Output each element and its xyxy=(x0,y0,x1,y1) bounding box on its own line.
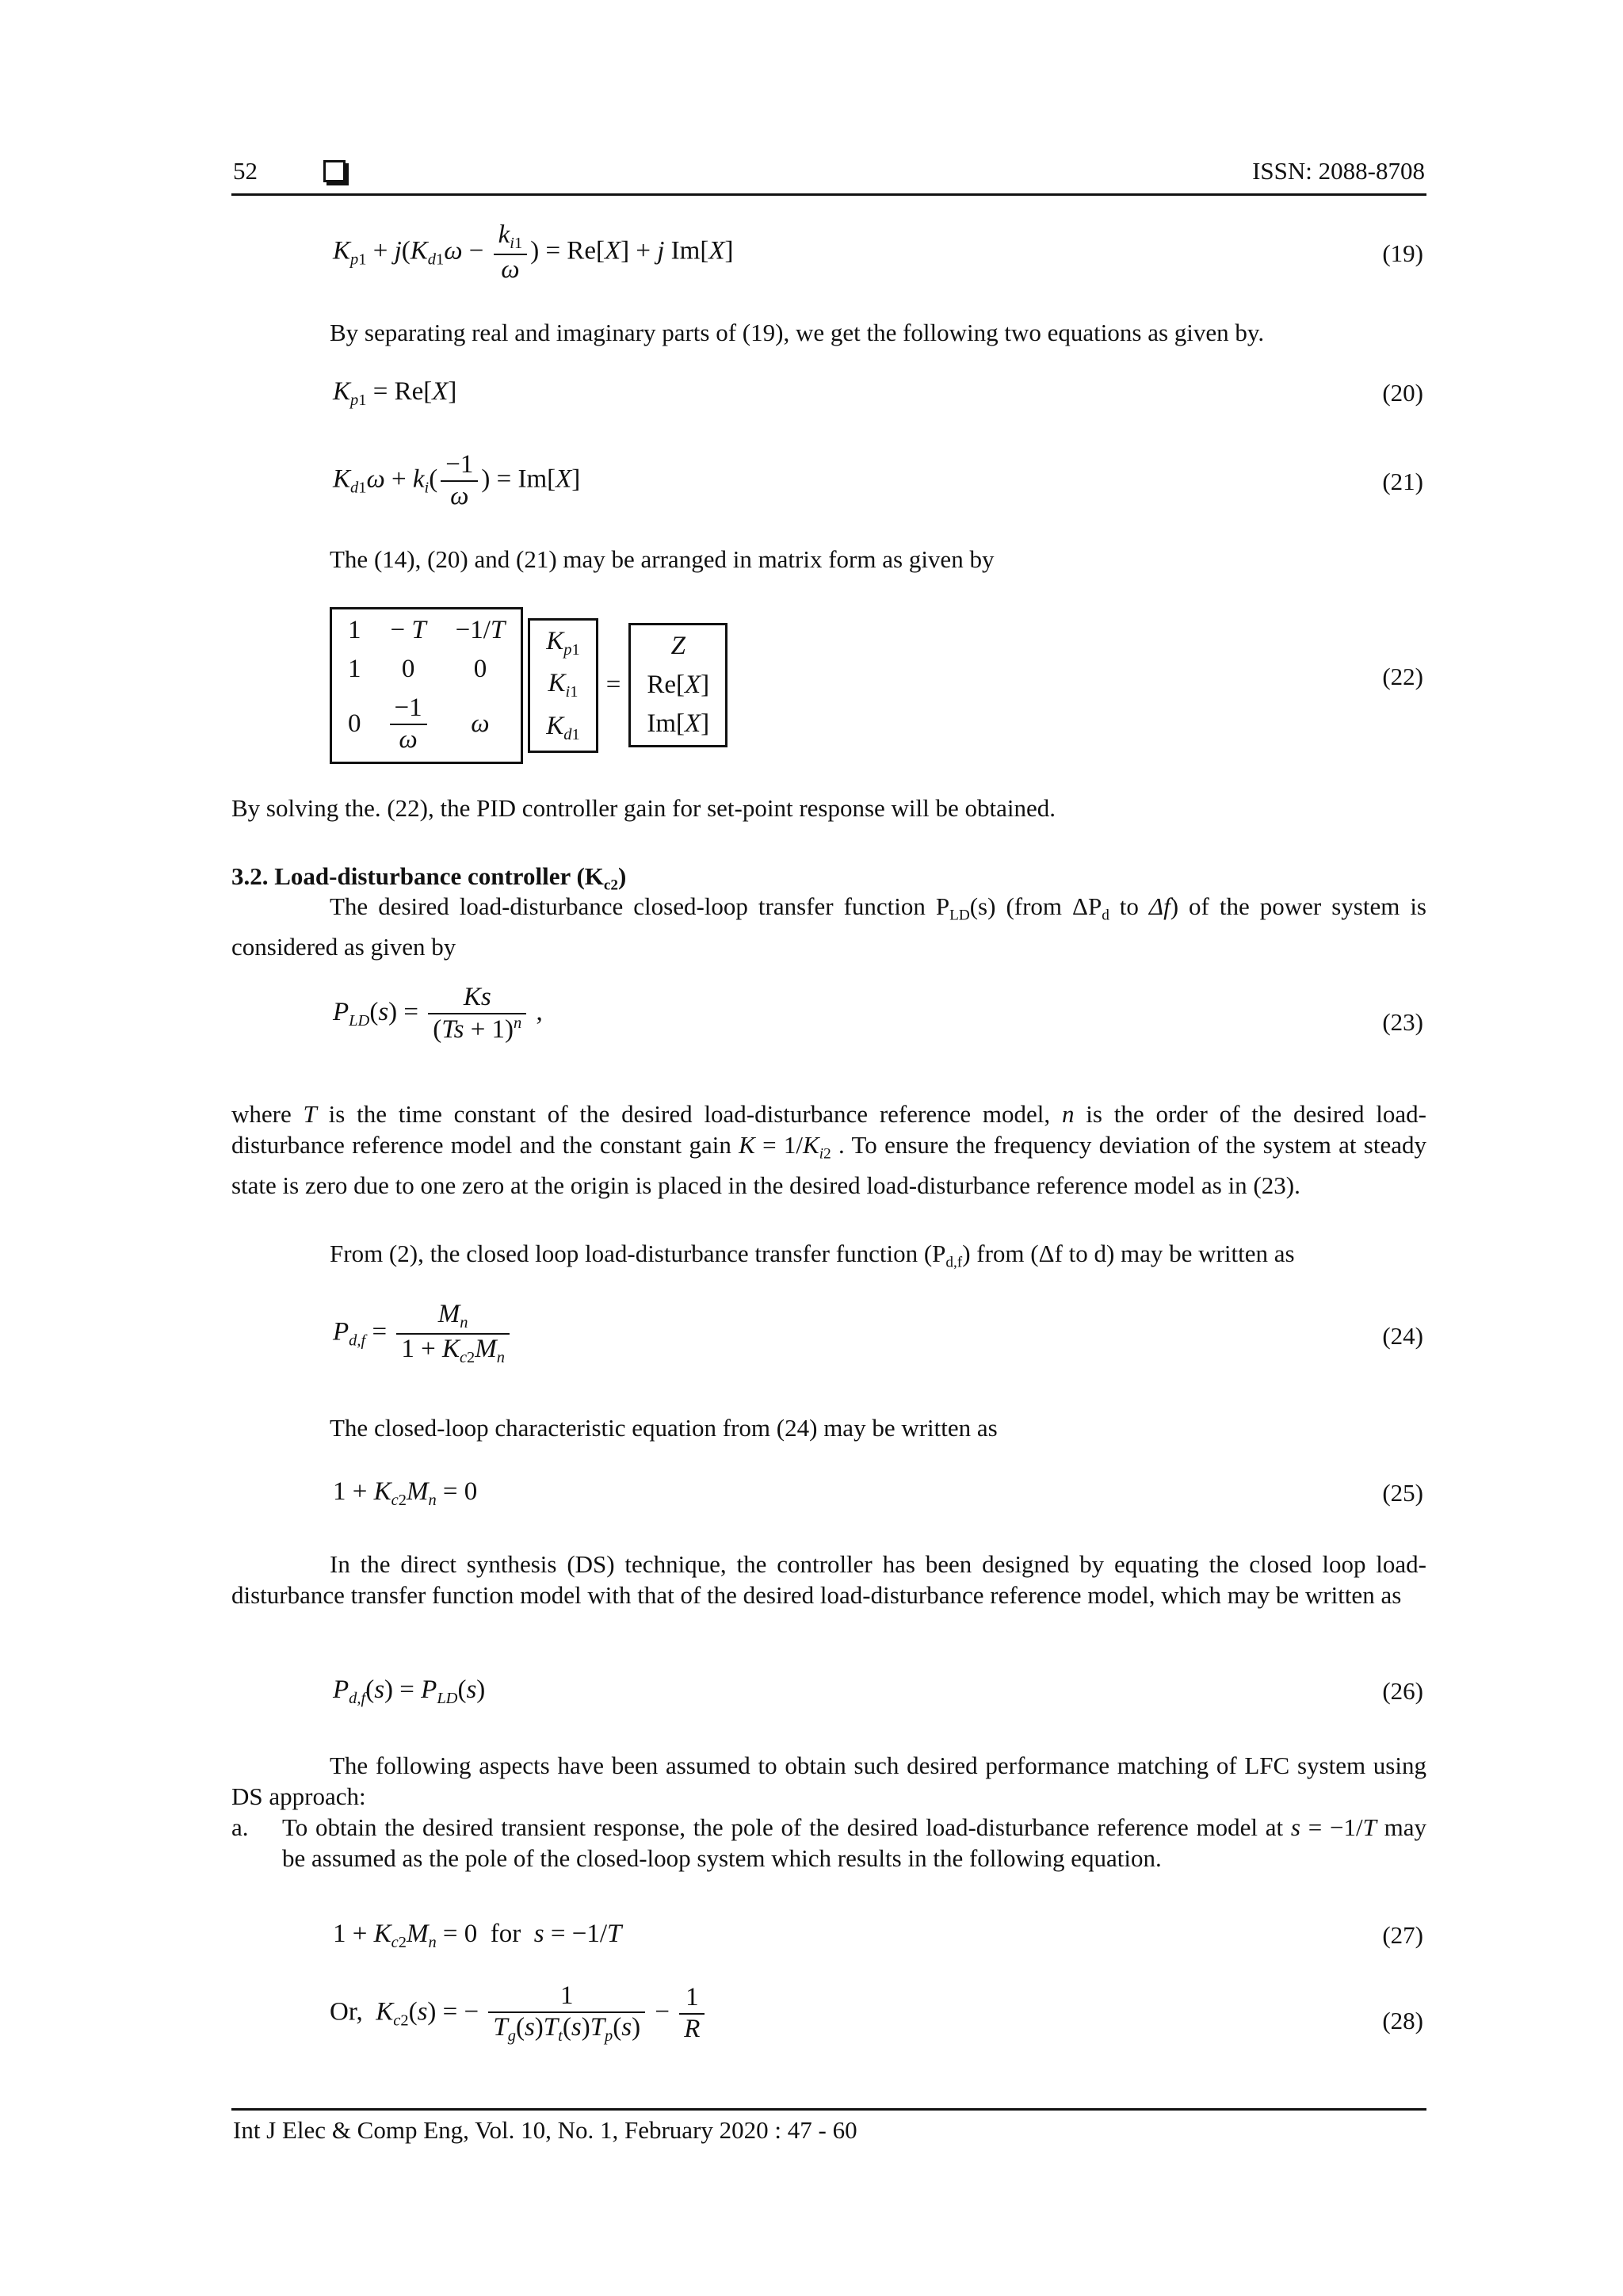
equation-number-19: (19) xyxy=(1382,239,1423,267)
equation-27: $1 + K_{c2}M_n = 0$ for s = −1/T xyxy=(333,1920,622,1952)
section-heading-text: 3.2. Load-disturbance controller (K xyxy=(231,862,604,890)
where-text-3: is the order of the desired load-disturbance reference model and the constant gain xyxy=(231,1100,1426,1159)
list-item-a xyxy=(282,1812,1426,1874)
desired-sub-1: LD xyxy=(949,907,970,924)
equation-28: Or, $K_{c2}(s)$ = − $\frac{1}{T_g(s)T_t(s)T_p(s)}$ − $\frac{1}{R}$ xyxy=(330,1981,708,2046)
or-label: Or, xyxy=(330,1997,363,2027)
desired-text-ital: Δf xyxy=(1148,892,1170,920)
from2-text-1: From (2), the closed loop load-disturbance transfer function (P xyxy=(330,1240,946,1267)
paragraph-aspects: The following aspects have been assumed to obtain such desired performance matching of LFC system using DS approach: xyxy=(231,1752,1426,1810)
equation-number-25: (25) xyxy=(1382,1479,1423,1507)
paragraph-where xyxy=(231,1098,1426,1201)
where-text-4: . To ensure the frequency deviation of the system at steady state is zero due to one zero at the origin is placed in the desired load-disturbance reference model as in (23). xyxy=(231,1131,1426,1199)
footer-citation: Int J Elec & Comp Eng, Vol. 10, No. 1, February 2020 : 47 - 60 xyxy=(233,2116,857,2144)
equation-25: $1 + K_{c2}M_n = 0$ xyxy=(333,1477,478,1510)
where-text-1: where xyxy=(231,1100,304,1128)
equation-21: $K_{d1}\omega + k_i$( $\frac{-1}{\omega}$ ) = Im[X] xyxy=(333,450,581,510)
desired-text-1: The desired load-disturbance closed-loop transfer function P xyxy=(330,892,950,920)
equation-22-matrix: 1 − T −1/T 1 0 0 0 $\frac{-1}{\omega}$ ω $K_{p1}$ $K_{i1}$ $K_{d1}$ = Z Re[X] Im[X] xyxy=(330,607,727,764)
from2-sub: d,f xyxy=(945,1254,963,1271)
section-heading-sub: c2 xyxy=(603,877,618,894)
where-text-2: is the time constant of the desired load-disturbance reference model, xyxy=(316,1100,1062,1128)
equation-number-22: (22) xyxy=(1382,663,1423,690)
footer-rule xyxy=(231,2108,1426,2111)
list-a-text-2: may be assumed as the pole of the closed-loop system which results in the following equation. xyxy=(282,1813,1427,1872)
paragraph-desired xyxy=(231,891,1426,962)
desired-sub-2: d xyxy=(1102,907,1109,924)
where-n: n xyxy=(1061,1100,1075,1128)
equation-24: $P_{d,f}$ = $\frac{M_n}{1 + K_{c2}M_n}$ xyxy=(333,1300,513,1367)
where-T: T xyxy=(303,1100,317,1128)
equation-number-20: (20) xyxy=(1382,379,1423,407)
desired-text-4: ) of the power system is considered as given by xyxy=(231,892,1426,961)
list-a-text-1: To obtain the desired transient response, the pole of the desired load-disturbance reference model at xyxy=(282,1813,1284,1841)
equation-number-23: (23) xyxy=(1382,1008,1423,1036)
paragraph-char: The closed-loop characteristic equation from (24) may be written as xyxy=(330,1414,998,1442)
equation-number-27: (27) xyxy=(1382,1921,1423,1949)
section-heading-end: ) xyxy=(618,862,627,890)
equation-number-28: (28) xyxy=(1382,2007,1423,2034)
equation-20: $K_{p1} = Re[X]$ xyxy=(333,377,457,410)
paragraph-direct: In the direct synthesis (DS) technique, the controller has been designed by equating the closed loop load-disturbance transfer function model with that of the desired load-disturbance reference model, which may be written as xyxy=(231,1550,1426,1609)
paragraph-matrix-intro: The (14), (20) and (21) may be arranged in matrix form as given by xyxy=(330,545,995,573)
equation-19: $K_{p1} + j(K_{d1}\omega$ − $\frac{k_{i1}}{\omega}$ ) = Re[X] + j Im[X] xyxy=(333,220,734,284)
desired-text-2: (s) (from ΔP xyxy=(969,892,1102,920)
paragraph-solving: By solving the. (22), the PID controller gain for set-point response will be obtained. xyxy=(231,794,1056,822)
inline-equation-K: $K = 1/K_{i2}$ xyxy=(739,1131,831,1163)
inline-equation-s: s = −1/T xyxy=(1290,1813,1377,1841)
paragraph-separating: By separating real and imaginary parts of (19), we get the following two equations as given by. xyxy=(330,319,1265,346)
paragraph-from2 xyxy=(231,1238,1426,1278)
equation-23: $P_{LD}(s)$ = $\frac{Ks}{(Ts + 1)^n}$ , xyxy=(333,983,543,1044)
issn-label: ISSN: 2088-8708 xyxy=(1252,157,1425,185)
equation-number-26: (26) xyxy=(1382,1677,1423,1705)
equation-number-21: (21) xyxy=(1382,468,1423,495)
from2-text-2: ) from (Δf to d) may be written as xyxy=(962,1240,1295,1267)
desired-text-3: to xyxy=(1109,892,1149,920)
page-number: 52 xyxy=(233,157,258,185)
checkbox-square-icon xyxy=(323,160,346,182)
equation-26: $P_{d,f}(s) = P_{LD}(s)$ xyxy=(333,1675,486,1708)
equation-number-24: (24) xyxy=(1382,1322,1423,1350)
list-item-a-marker: a. xyxy=(231,1813,249,1841)
header-rule xyxy=(231,193,1426,196)
